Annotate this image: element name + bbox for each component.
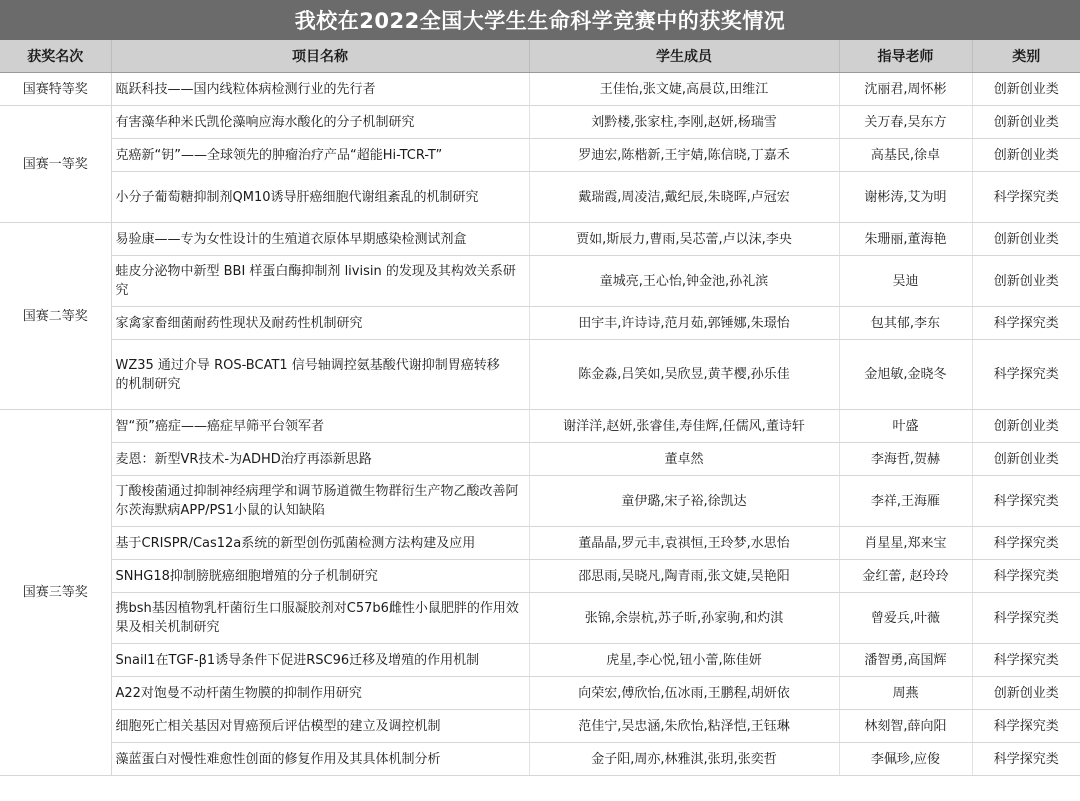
table-row (0, 307, 1080, 340)
students-cell: 罗迪宏,陈楷新,王宇婧,陈信晓,丁嘉禾 (529, 139, 839, 172)
project-cell: 细胞死亡相关基因对胃癌预后评估模型的建立及调控机制 (111, 710, 529, 743)
students-cell: 董晶晶,罗元丰,袁祺恒,王玲梦,水思怡 (529, 527, 839, 560)
project-cell: WZ35 通过介导 ROS-BCAT1 信号轴调控氨基酸代谢抑制胃癌转移 的机制研究 (111, 340, 529, 410)
students-cell: 刘黔楼,张家柱,李刚,赵妍,杨瑞雪 (529, 106, 839, 139)
header-award: 获奖名次 (0, 40, 111, 73)
project-cell: 有害藻华种米氏凯伦藻响应海水酸化的分子机制研究 (111, 106, 529, 139)
project-cell: 易验康——专为女性设计的生殖道衣原体早期感染检测试剂盒 (111, 223, 529, 256)
category-cell: 创新创业类 (972, 410, 1080, 443)
award-cell: 国赛三等奖 (0, 410, 111, 776)
project-cell: 智“预”癌症——癌症早筛平台领军者 (111, 410, 529, 443)
header-advisors: 指导老师 (839, 40, 972, 73)
project-cell: 基于CRISPR/Cas12a系统的新型创伤弧菌检测方法构建及应用 (111, 527, 529, 560)
students-cell: 王佳怡,张文婕,高晨苡,田维江 (529, 73, 839, 106)
table-row (0, 340, 1080, 410)
advisors-cell: 李佩珍,应俊 (839, 743, 972, 776)
advisors-cell: 李祥,王海雁 (839, 476, 972, 527)
advisors-cell: 周燕 (839, 677, 972, 710)
students-cell: 虎星,李心悦,钮小蕾,陈佳妍 (529, 644, 839, 677)
header-students: 学生成员 (529, 40, 839, 73)
advisors-cell: 潘智勇,高国辉 (839, 644, 972, 677)
advisors-cell: 朱珊丽,董海艳 (839, 223, 972, 256)
table-row (0, 106, 1080, 139)
header-project: 项目名称 (111, 40, 529, 73)
project-cell: 家禽家畜细菌耐药性现状及耐药性机制研究 (111, 307, 529, 340)
advisors-cell: 高基民,徐卓 (839, 139, 972, 172)
category-cell: 科学探究类 (972, 710, 1080, 743)
advisors-cell: 沈丽君,周怀彬 (839, 73, 972, 106)
students-cell: 贾如,斯辰力,曹雨,吴芯蕾,卢以沫,李央 (529, 223, 839, 256)
table-row (0, 560, 1080, 593)
advisors-cell: 林刻智,薛向阳 (839, 710, 972, 743)
students-cell: 范佳宁,吴忠涵,朱欣怡,粘泽恺,王钰琳 (529, 710, 839, 743)
table-row (0, 443, 1080, 476)
table-row (0, 710, 1080, 743)
project-cell: 藻蓝蛋白对慢性难愈性创面的修复作用及其具体机制分析 (111, 743, 529, 776)
header-category: 类别 (972, 40, 1080, 73)
category-cell: 创新创业类 (972, 256, 1080, 307)
table-row (0, 644, 1080, 677)
category-cell: 科学探究类 (972, 172, 1080, 223)
category-cell: 科学探究类 (972, 527, 1080, 560)
students-cell: 戴瑞霞,周凌洁,戴纪辰,朱晓晖,卢冠宏 (529, 172, 839, 223)
table-row (0, 476, 1080, 527)
table-row (0, 172, 1080, 223)
award-cell: 国赛一等奖 (0, 106, 111, 223)
category-cell: 科学探究类 (972, 476, 1080, 527)
students-cell: 张锦,余崇杭,苏子昕,孙家驹,和灼淇 (529, 593, 839, 644)
students-cell: 向荣宏,傅欣怡,伍冰雨,王鹏程,胡妍依 (529, 677, 839, 710)
project-cell: SNHG18抑制膀胱癌细胞增殖的分子机制研究 (111, 560, 529, 593)
category-cell: 创新创业类 (972, 443, 1080, 476)
students-cell: 田宇丰,许诗诗,范月茹,郭锤娜,朱璟怡 (529, 307, 839, 340)
students-cell: 陈金淼,吕笑如,吴欣昱,黄芊樱,孙乐佳 (529, 340, 839, 410)
award-cell: 国赛二等奖 (0, 223, 111, 410)
table-row (0, 139, 1080, 172)
advisors-cell: 谢彬涛,艾为明 (839, 172, 972, 223)
advisors-cell: 李海哲,贺赫 (839, 443, 972, 476)
table-row (0, 73, 1080, 106)
students-cell: 童城亮,王心怡,钟金池,孙礼滨 (529, 256, 839, 307)
advisors-cell: 包其郁,李东 (839, 307, 972, 340)
category-cell: 科学探究类 (972, 560, 1080, 593)
awards-table (0, 40, 1080, 776)
table-row (0, 256, 1080, 307)
page-title: 我校在2022全国大学生生命科学竞赛中的获奖情况 (0, 0, 1080, 40)
table-header-row (0, 40, 1080, 73)
project-cell: 克癌新“钥”——全球领先的肿瘤治疗产品“超能Hi-TCR-T” (111, 139, 529, 172)
table-row (0, 223, 1080, 256)
table-row (0, 410, 1080, 443)
advisors-cell: 吴迪 (839, 256, 972, 307)
students-cell: 金子阳,周亦,林雅淇,张玥,张奕哲 (529, 743, 839, 776)
advisors-cell: 曾爱兵,叶薇 (839, 593, 972, 644)
project-cell: 麦恩：新型VR技术-为ADHD治疗再添新思路 (111, 443, 529, 476)
students-cell: 邵思雨,吴晓凡,陶青雨,张文婕,吴艳阳 (529, 560, 839, 593)
students-cell: 谢洋洋,赵妍,张睿佳,寿佳辉,任儒风,董诗轩 (529, 410, 839, 443)
category-cell: 创新创业类 (972, 106, 1080, 139)
project-cell: 小分子葡萄糖抑制剂QM10诱导肝癌细胞代谢组紊乱的机制研究 (111, 172, 529, 223)
category-cell: 科学探究类 (972, 743, 1080, 776)
category-cell: 创新创业类 (972, 223, 1080, 256)
table-row (0, 527, 1080, 560)
table-row (0, 677, 1080, 710)
category-cell: 科学探究类 (972, 644, 1080, 677)
advisors-cell: 关万春,吴东方 (839, 106, 972, 139)
category-cell: 科学探究类 (972, 593, 1080, 644)
advisors-cell: 肖星星,郑来宝 (839, 527, 972, 560)
project-cell: 丁酸梭菌通过抑制神经病理学和调节肠道微生物群衍生产物乙酸改善阿尔茨海默病APP/PS1小鼠的认知缺陷 (111, 476, 529, 527)
project-cell: Snail1在TGF-β1诱导条件下促进RSC96迁移及增殖的作用机制 (111, 644, 529, 677)
category-cell: 创新创业类 (972, 73, 1080, 106)
students-cell: 董卓然 (529, 443, 839, 476)
advisors-cell: 叶盛 (839, 410, 972, 443)
category-cell: 科学探究类 (972, 340, 1080, 410)
category-cell: 科学探究类 (972, 307, 1080, 340)
advisors-cell: 金旭敏,金晓冬 (839, 340, 972, 410)
category-cell: 创新创业类 (972, 677, 1080, 710)
table-row (0, 593, 1080, 644)
project-cell: 携bsh基因植物乳杆菌衍生口服凝胶剂对C57b6雌性小鼠肥胖的作用效果及相关机制研究 (111, 593, 529, 644)
advisors-cell: 金红蕾, 赵玲玲 (839, 560, 972, 593)
students-cell: 童伊璐,宋子裕,徐凯达 (529, 476, 839, 527)
project-cell: A22对饱曼不动杆菌生物膜的抑制作用研究 (111, 677, 529, 710)
category-cell: 创新创业类 (972, 139, 1080, 172)
award-cell: 国赛特等奖 (0, 73, 111, 106)
project-cell: 瓯跃科技——国内线粒体病检测行业的先行者 (111, 73, 529, 106)
table-row (0, 743, 1080, 776)
project-cell: 蛙皮分泌物中新型 BBI 样蛋白酶抑制剂 livisin 的发现及其构效关系研究 (111, 256, 529, 307)
